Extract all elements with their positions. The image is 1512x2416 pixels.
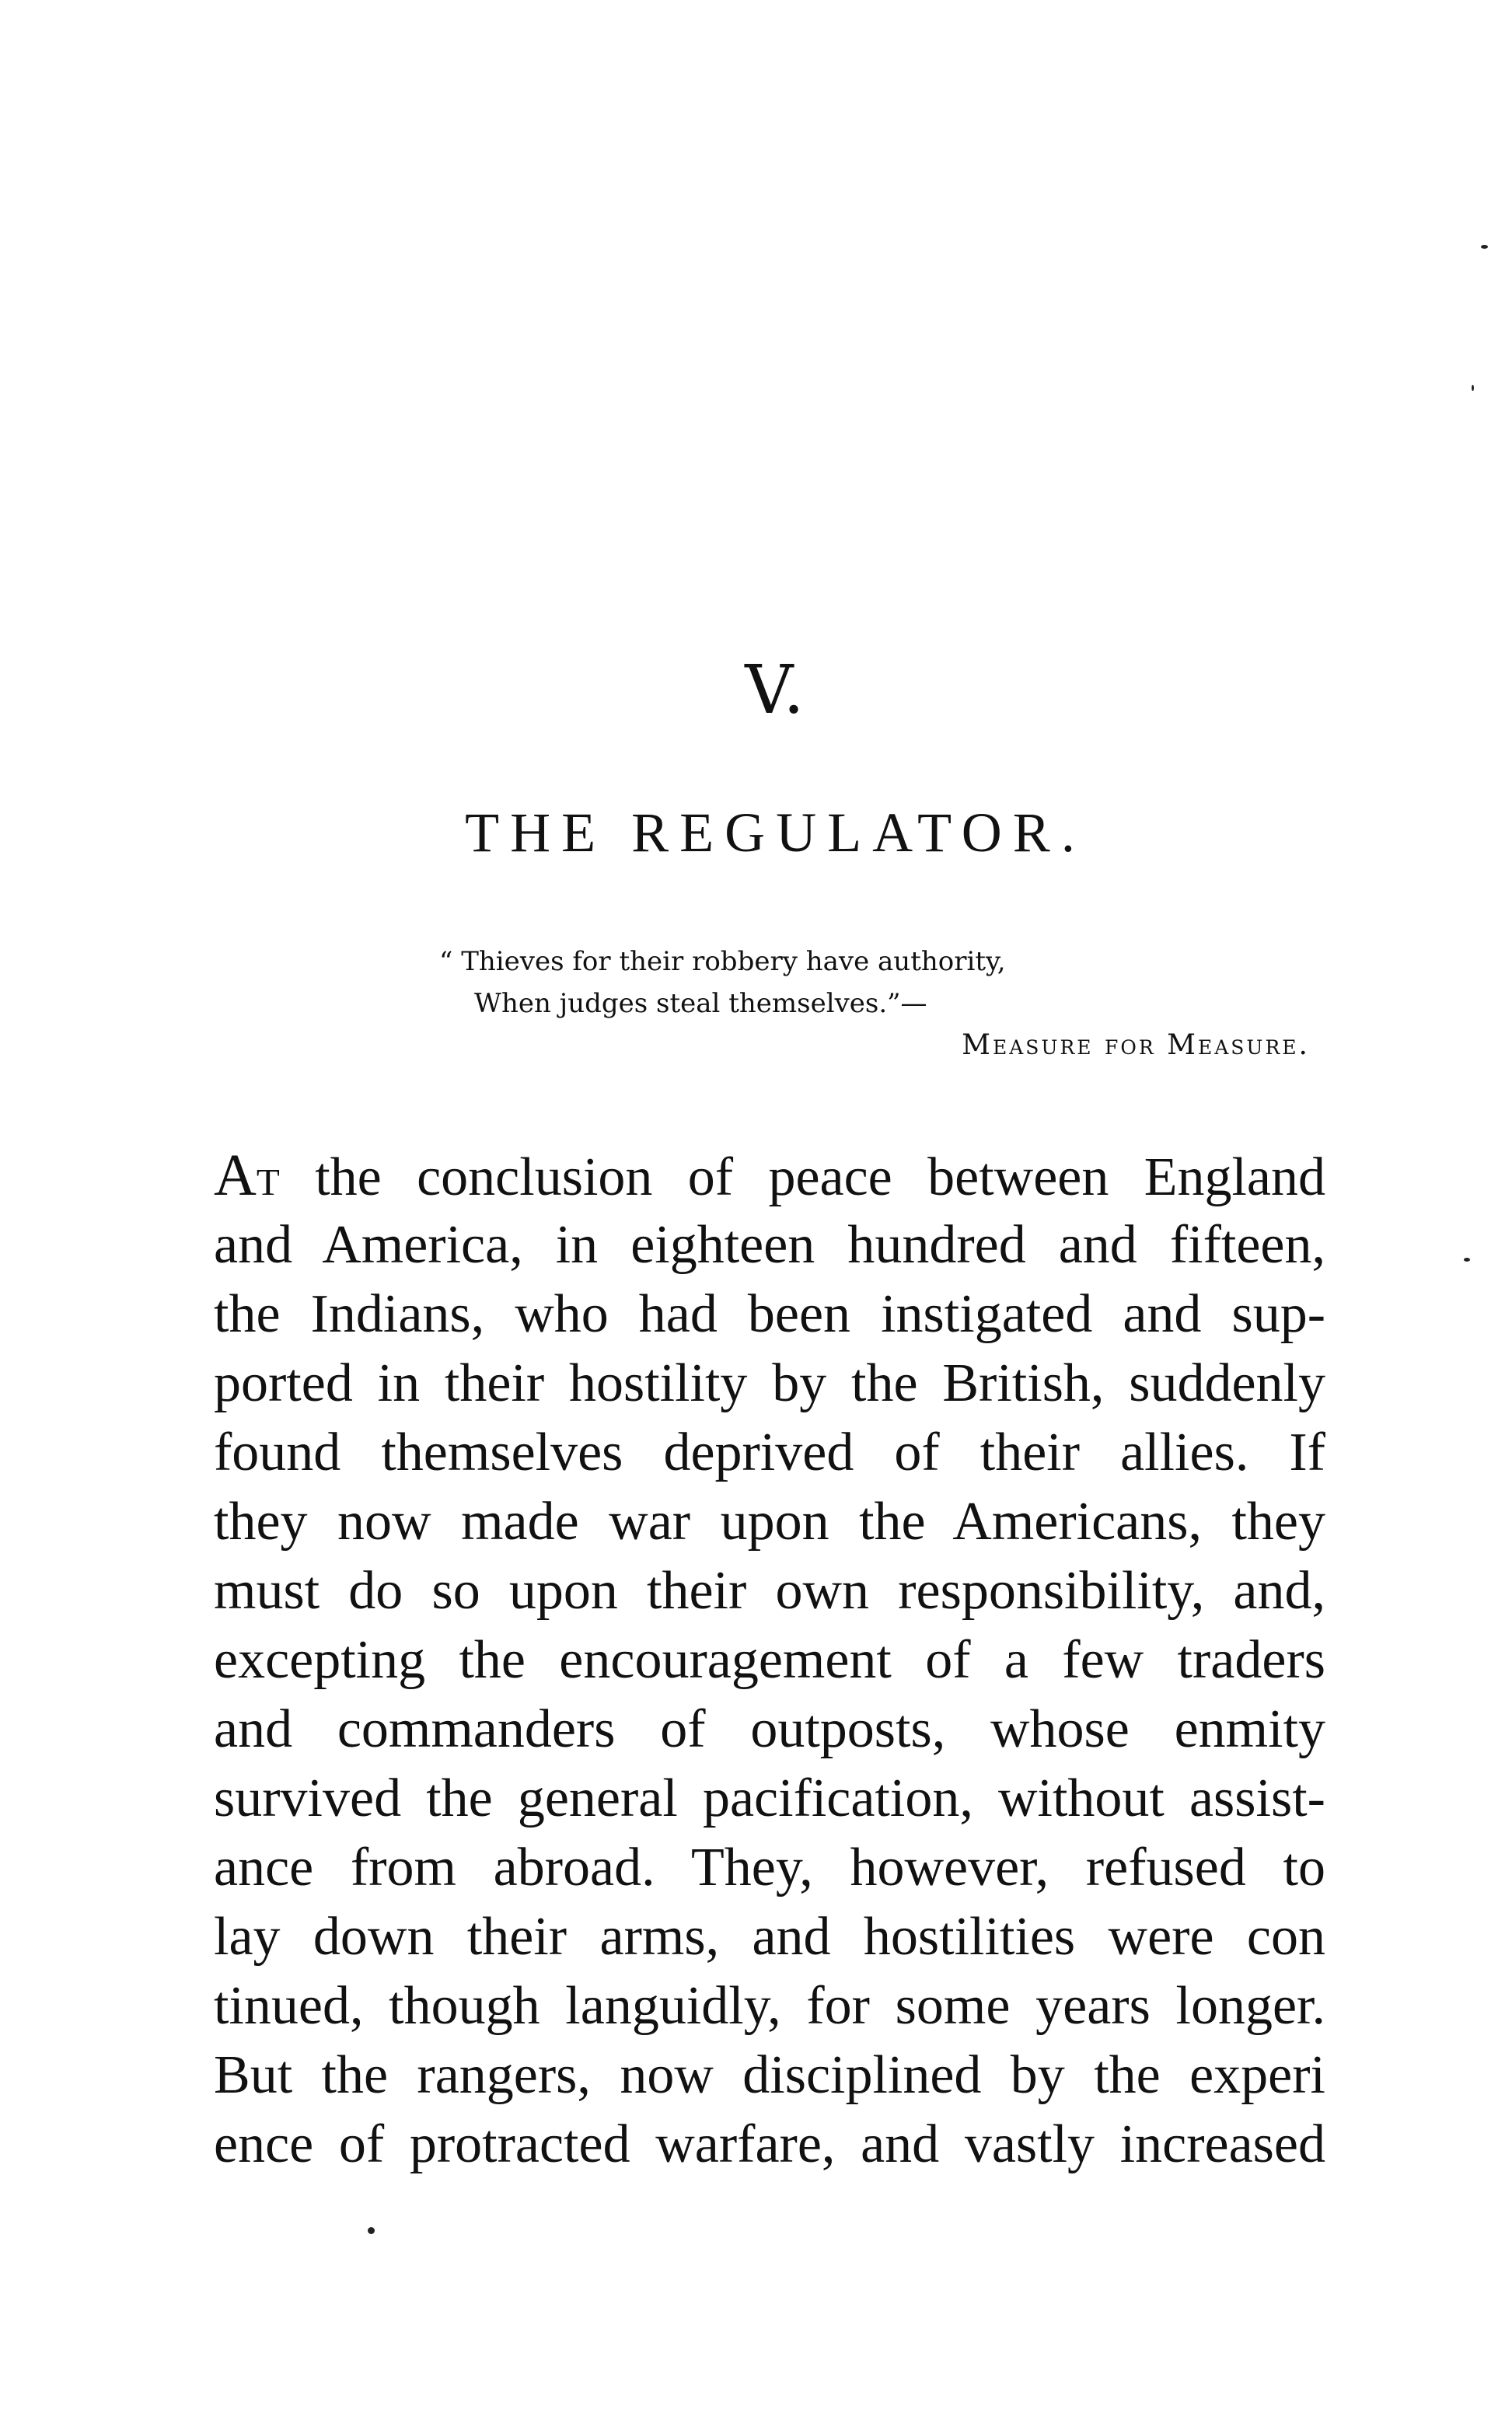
- body-text: [214, 1141, 1325, 2179]
- body-line: ence of protracted warfare, and vastly increased: [214, 2114, 1325, 2174]
- scan-speck: [1464, 1258, 1470, 1262]
- body-line: excepting the encouragement of a few traders: [214, 1630, 1325, 1690]
- body-line: and America, in eighteen hundred and fifteen,: [214, 1215, 1325, 1275]
- drop-cap-rest: t: [256, 1147, 280, 1207]
- body-line: the Indians, who had been instigated and sup-: [214, 1284, 1325, 1344]
- chapter-number: V.: [745, 651, 806, 729]
- epigraph: [439, 941, 1310, 1067]
- body-line: lay down their arms, and hostilities were con: [214, 1907, 1325, 1967]
- epigraph-source: Measure for Measure.: [962, 1029, 1310, 1061]
- epigraph-line-2: When judges steal themselves.”—: [474, 988, 927, 1019]
- chapter-title: THE REGULATOR.: [465, 801, 1086, 864]
- scan-speck: [1472, 385, 1474, 391]
- body-line: must do so upon their own responsibility, and,: [214, 1561, 1325, 1621]
- epigraph-line-1: “ Thieves for their robbery have authority,: [439, 946, 1006, 977]
- body-line: tinued, though languidly, for some years longer.: [214, 1976, 1325, 2036]
- body-line: and commanders of outposts, whose enmity: [214, 1699, 1325, 1759]
- drop-cap: A: [214, 1143, 257, 1208]
- body-line: they now made war upon the Americans, they: [214, 1492, 1325, 1552]
- scan-speck: [1481, 245, 1488, 249]
- body-line: survived the general pacification, without assist-: [214, 1768, 1325, 1828]
- body-line: ance from abroad. They, however, refused to: [214, 1838, 1325, 1898]
- body-line: found themselves deprived of their allies. If: [214, 1423, 1325, 1482]
- body-line: But the rangers, now disciplined by the experi: [214, 2045, 1325, 2105]
- first-line-text: the conclusion of peace between England: [279, 1147, 1325, 1207]
- body-line-1: [214, 1141, 1325, 1210]
- body-line: ported in their hostility by the British, suddenly: [214, 1353, 1325, 1413]
- scan-speck: [368, 2227, 375, 2234]
